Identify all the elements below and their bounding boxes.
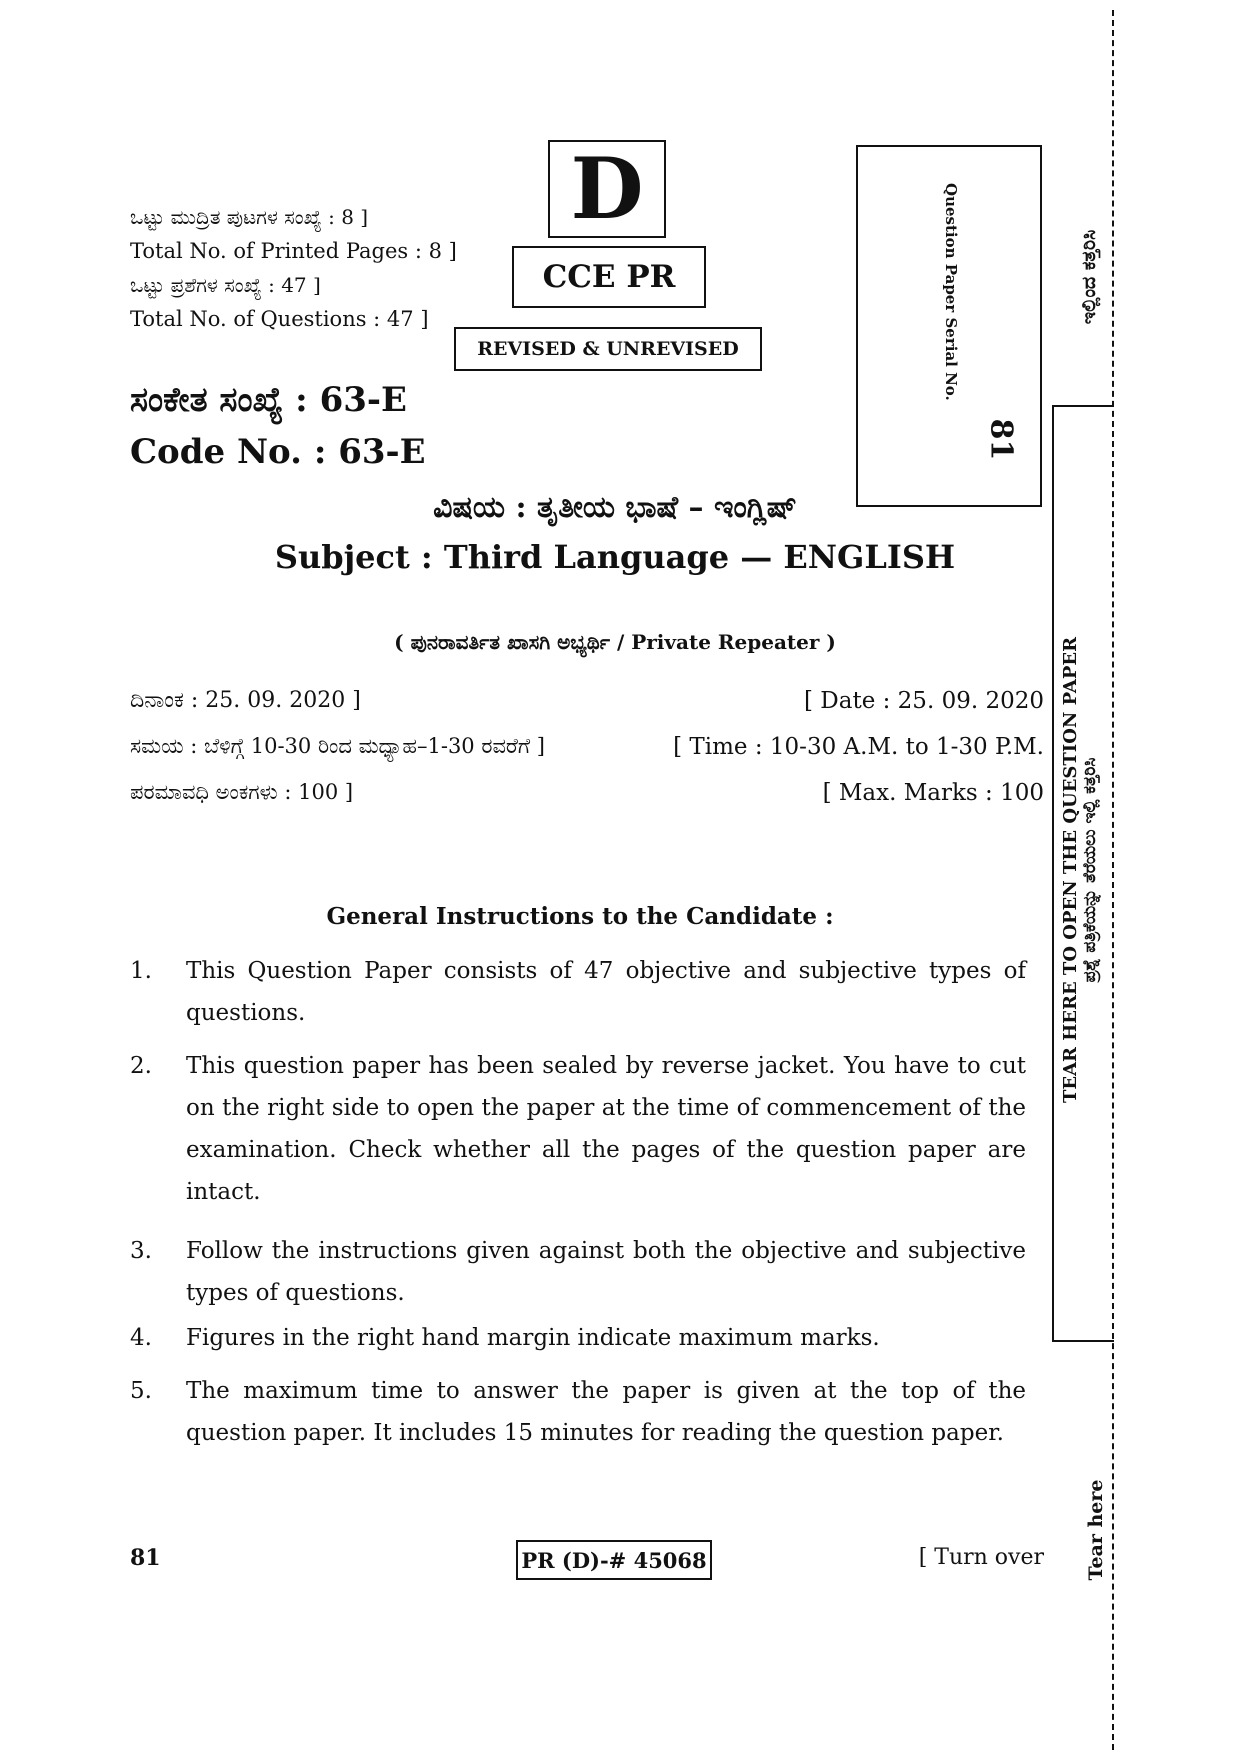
page-code: 81	[130, 1545, 161, 1571]
tear-line	[1112, 10, 1114, 1750]
kn-time: ಸಮಯ : ಬೆಳಿಗ್ಗೆ 10-30 ರಿಂದ ಮಧ್ಯಾಹ–1-30 ರವರೆಗೆ ]	[130, 734, 545, 758]
cce-box	[512, 246, 706, 308]
instruction-item	[130, 1370, 1030, 1500]
instruction-item	[130, 1045, 1030, 1215]
exam-date: [ Date : 25. 09. 2020	[804, 688, 1044, 714]
kn-printed-pages: ಒಟ್ಟು ಮುದ್ರಿತ ಪುಟಗಳ ಸಂಖ್ಯೆ : 8 ]	[130, 205, 369, 229]
code-number: Code No. : 63-E	[130, 432, 426, 472]
instruction-number: 2.	[130, 1053, 152, 1079]
instruction-item	[130, 1230, 1030, 1320]
max-marks: [ Max. Marks : 100	[822, 780, 1044, 806]
instructions-heading: General Instructions to the Candidate :	[326, 903, 834, 930]
instruction-number: 5.	[130, 1378, 152, 1404]
serial-number: 81	[983, 418, 1019, 461]
exam-time: [ Time : 10-30 A.M. to 1-30 P.M.	[673, 734, 1044, 760]
instruction-text: Figures in the right hand margin indicate maximum marks.	[186, 1325, 880, 1351]
kn-max-marks: ಪರಮಾವಧಿ ಅಂಕಗಳು : 100 ]	[130, 780, 354, 804]
instruction-item	[130, 950, 1030, 1040]
print-code: PR (D)-# 45068	[521, 1547, 707, 1573]
version-letter: D	[570, 139, 644, 238]
kn-cut-here-top: ಇಲ್ಲಿಂದ ಕತ್ತರಿಸಿ	[1078, 229, 1100, 325]
tear-here-label: Tear here	[1085, 1479, 1107, 1581]
kn-total-questions: ಒಟ್ಟು ಪ್ರಶೆಗಳ ಸಂಖ್ಯೆ : 47 ]	[130, 273, 321, 297]
instruction-text: The maximum time to answer the paper is given at the top of the question paper. It includes 15 minutes for reading the question paper.	[186, 1378, 1026, 1446]
turn-over: [ Turn over	[918, 1545, 1044, 1570]
kn-subject: ವಿಷಯ : ತೃತೀಯ ಭಾಷೆ – ಇಂಗ್ಲಿಷ್	[433, 490, 797, 525]
instruction-text: Follow the instructions given against both the objective and subjective types of questions.	[186, 1238, 1026, 1306]
tear-box-bottom	[1052, 1340, 1114, 1342]
instruction-text: This Question Paper consists of 47 objective and subjective types of questions.	[186, 958, 1026, 1026]
serial-label: Question Paper Serial No.	[942, 183, 960, 401]
tear-box-left	[1052, 405, 1054, 1340]
cce-label: CCE PR	[542, 259, 676, 295]
kn-date: ದಿನಾಂಕ : 25. 09. 2020 ]	[130, 688, 361, 713]
printed-pages: Total No. of Printed Pages : 8 ]	[130, 239, 457, 263]
total-questions: Total No. of Questions : 47 ]	[130, 307, 429, 331]
kn-code-number: ಸಂಕೇತ ಸಂಖ್ಯೆ : 63-E	[130, 380, 407, 420]
instruction-item	[130, 1317, 1030, 1362]
tear-box-top	[1052, 405, 1114, 407]
instruction-number: 3.	[130, 1238, 152, 1264]
instruction-number: 4.	[130, 1325, 152, 1351]
subject-title: Subject : Third Language — ENGLISH	[274, 538, 956, 576]
revised-box	[454, 327, 762, 371]
kn-tear-open-instruction: ಪ್ರಶ್ನೆ ಪತ್ರಿಕೆಯನ್ನು ತೆರೆಯಲು ಇಲ್ಲಿ ಕತ್ತರಿಸಿ	[1080, 757, 1100, 983]
print-code-box	[516, 1540, 712, 1580]
instruction-number: 1.	[130, 958, 152, 984]
revised-label: REVISED & UNREVISED	[477, 338, 739, 360]
version-box	[548, 140, 666, 238]
tear-open-instruction: TEAR HERE TO OPEN THE QUESTION PAPER	[1060, 636, 1081, 1104]
instruction-text: This question paper has been sealed by reverse jacket. You have to cut on the right side to open the paper at the time of commencement of the examination. Check whether all the pages of the question paper are intact.	[186, 1053, 1026, 1205]
serial-box	[856, 145, 1042, 507]
candidate-type: ( ಪುನರಾವರ್ತಿತ ಖಾಸಗಿ ಅಭ್ಯರ್ಥಿ / Private Repeater )	[394, 630, 836, 654]
